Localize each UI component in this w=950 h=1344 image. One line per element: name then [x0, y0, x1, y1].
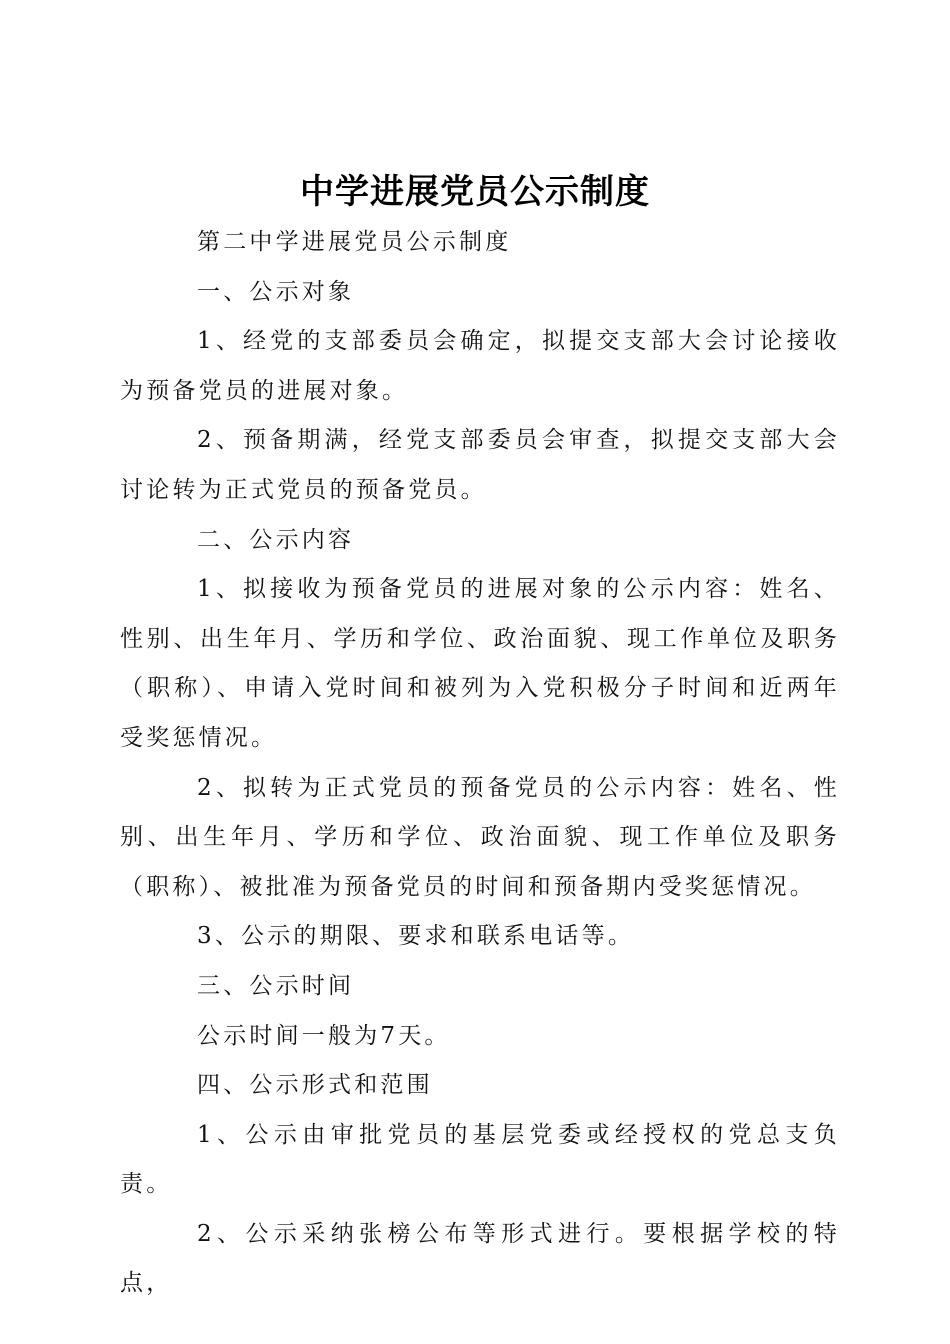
section-heading-4: 四、公示形式和范围	[197, 1072, 433, 1099]
paragraph-4-1: 1、公示由审批党员的基层党委或经授权的党总支负责。	[120, 1121, 840, 1198]
section-heading-1: 一、公示对象	[197, 278, 355, 305]
section-heading-3: 三、公示时间	[197, 972, 355, 999]
section-heading-2: 二、公示内容	[197, 526, 355, 553]
paragraph-3-1: 公示时间一般为7天。	[197, 1022, 451, 1049]
paragraph-1-2: 2、预备期满，经党支部委员会审查，拟提交支部大会讨论转为正式党员的预备党员。	[120, 427, 840, 503]
paragraph-2-3: 3、公示的期限、要求和联系电话等。	[197, 923, 635, 950]
paragraph-4-2: 2、公示采纳张榜公布等形式进行。要根据学校的特点，	[120, 1220, 840, 1297]
document-title: 中学进展党员公示制度	[300, 171, 650, 212]
paragraph-2-2: 2、拟转为正式党员的预备党员的公示内容：姓名、性别、出生年月、学历和学位、政治面貌、现工作单位及职务（职称）、被批准为预备党员的时间和预备期内受奖惩情况。	[120, 774, 840, 900]
paragraph-1-1: 1、经党的支部委员会确定，拟提交支部大会讨论接收为预备党员的进展对象。	[120, 328, 840, 404]
paragraph-school-title: 第二中学进展党员公示制度	[197, 229, 512, 255]
paragraph-2-1: 1、拟接收为预备党员的进展对象的公示内容：姓名、性别、出生年月、学历和学位、政治面貌、现工作单位及职务（职称）、申请入党时间和被列为入党积极分子时间和近两年受奖惩情况。	[120, 576, 840, 751]
document-body	[120, 218, 840, 1309]
